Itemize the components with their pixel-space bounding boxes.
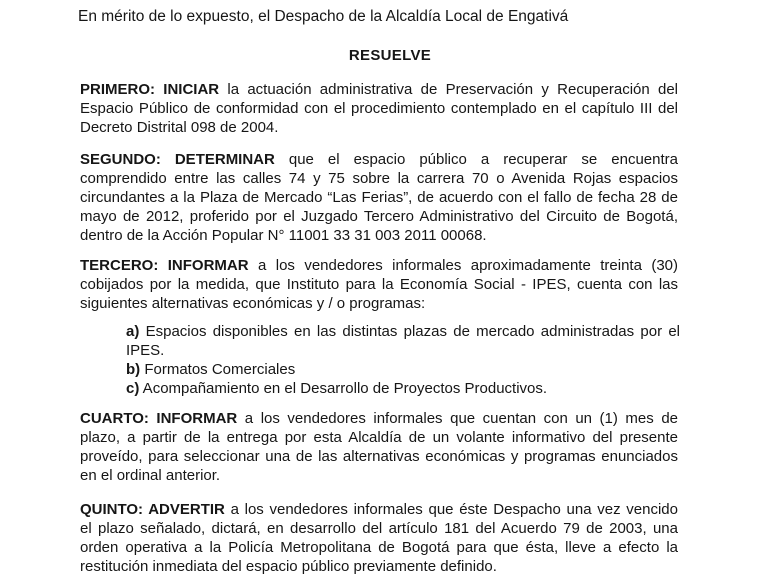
segundo-line-1 (80, 150, 678, 169)
resolution-heading: RESUELVE (348, 47, 432, 64)
tercero-text-1: a los vendedores informales aproximadamente treinta (30) (248, 257, 679, 274)
segundo-line-3: circundantes a la Plaza de Mercado “Las Ferias”, de acuerdo con el fallo de fecha 28 de (80, 189, 678, 206)
list-item-a-letter: a) (126, 323, 140, 340)
quinto-lead: QUINTO: ADVERTIR (80, 501, 225, 518)
segundo-text-1: que el espacio público a recuperar se encuentra (274, 151, 678, 168)
quinto-line-3: orden operativa a la Policía Metropolitana de Bogotá para que ésta, lleve a efecto la (80, 539, 678, 556)
list-item-b-text: Formatos Comerciales (140, 361, 296, 378)
list-item-b-letter: b) (126, 361, 141, 378)
list-item-c (126, 379, 680, 398)
article-primero (80, 80, 678, 137)
list-item-c-text: Acompañamiento en el Desarrollo de Proyectos Productivos. (139, 380, 548, 397)
intro-text: En mérito de lo expuesto, el Despacho de la Alcaldía Local de Engativá (78, 8, 569, 25)
primero-lead: PRIMERO: INICIAR (80, 81, 220, 98)
alternatives-list (126, 322, 680, 398)
article-segundo (80, 150, 678, 245)
article-quinto (80, 500, 678, 576)
primero-line-2: Espacio Público de conformidad con el procedimiento contemplado en el capítulo III del (80, 100, 678, 117)
list-item-c-letter: c) (126, 380, 140, 397)
list-item-a-text: Espacios disponibles en las distintas plazas de mercado administradas por el (139, 323, 680, 340)
cuarto-line-3: proveído, para seleccionar una de las alternativas económicas y programas enunciados (80, 448, 678, 465)
quinto-line-2: el plazo señalado, dictará, en desarrollo del artículo 181 del Acuerdo 79 de 2003, una (80, 520, 678, 537)
primero-text-1: la actuación administrativa de Preservación y Recuperación del (219, 81, 678, 98)
segundo-line-5: dentro de la Acción Popular N° 11001 33 31 003 2011 00068. (80, 227, 487, 244)
cuarto-line-1 (80, 409, 678, 428)
cuarto-lead: CUARTO: INFORMAR (80, 410, 238, 427)
quinto-text-1: a los vendedores informales que éste Despacho una vez vencido (224, 501, 678, 518)
tercero-line-2: cobijados por la medida, que Instituto para la Economía Social - IPES, cuenta con las (80, 276, 678, 293)
tercero-line-1 (80, 256, 678, 275)
cuarto-text-1: a los vendedores informales que cuentan con un (1) mes de (237, 410, 679, 427)
cuarto-line-4: en el ordinal anterior. (80, 467, 221, 484)
list-item-a-continuation: IPES. (126, 342, 165, 359)
primero-line-3: Decreto Distrital 098 de 2004. (80, 119, 279, 136)
cuarto-line-2: plazo, a partir de la entrega por esta Alcaldía de un volante informativo del presente (80, 429, 678, 446)
quinto-line-1 (80, 500, 678, 519)
article-cuarto (80, 409, 678, 485)
list-item-b (126, 360, 680, 379)
tercero-line-3: siguientes alternativas económicas y / o programas: (80, 295, 426, 312)
primero-line-1 (80, 80, 678, 99)
list-item-a (126, 322, 680, 341)
tercero-lead: TERCERO: INFORMAR (80, 257, 249, 274)
article-tercero (80, 256, 678, 313)
segundo-lead: SEGUNDO: DETERMINAR (80, 151, 275, 168)
quinto-line-4: restitución inmediata del espacio público previamente definido. (80, 558, 497, 575)
segundo-line-2: comprendido entre las calles 74 y 75 sobre la carrera 70 o Avenida Rojas espacios (80, 170, 678, 187)
segundo-line-4: mayo de 2012, proferido por el Juzgado Tercero Administrativo del Circuito de Bogotá, (80, 208, 678, 225)
